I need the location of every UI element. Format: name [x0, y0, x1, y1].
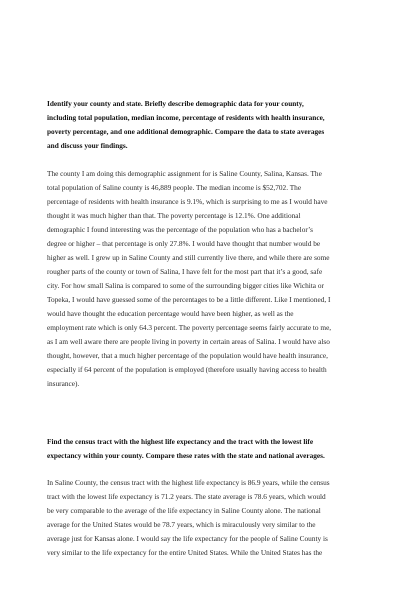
text-line: demographic I found interesting was the percentage of the population who has a bachelor’s [47, 225, 313, 234]
text-line: city. For how small Salina is compared to some of the surrounding bigger cities like Wichita or [47, 281, 324, 290]
text-line: as I am well aware there are people living in poverty in certain areas of Salina. I would have also [47, 337, 330, 346]
text-line: percentage of residents with health insurance is 9.1%, which is surprising to me as I would have [47, 197, 328, 206]
text-line: higher as well. I grew up in Saline County and still currently live there, and while there are some [47, 253, 330, 262]
text-line: average for the United States would be 78.7 years, which is miraculously very similar to the [47, 520, 316, 529]
text-line: average just for Kansas alone. I would say the life expectancy for the people of Saline County is [47, 534, 328, 543]
text-line: tract with the lowest life expectancy is 71.2 years. The state average is 78.6 years, which would [47, 492, 326, 501]
text-line: and discuss your findings. [47, 141, 128, 150]
question-2-heading [47, 435, 365, 463]
text-line: employment rate which is only 64.3 percent. The poverty percentage seems fairly accurate to me, [47, 323, 332, 332]
text-line: Topeka, I would have guessed some of the percentages to be a little different. Like I mentioned, I [47, 295, 331, 304]
text-line: degree or higher – that percentage is only 27.8%. I would have thought that number would be [47, 239, 321, 248]
text-line: rougher parts of the county or town of Salina, I have felt for the most part that it’s a good, safe [47, 267, 323, 276]
text-line: thought, however, that a much higher percentage of the population would have health insurance, [47, 351, 328, 360]
text-line: expectancy within your county. Compare these rates with the state and national averages. [47, 451, 325, 460]
text-line: very similar to the life expectancy for the entire United States. While the United States has the [47, 548, 323, 557]
text-line: thought it was much higher than that. The poverty percentage is 12.1%. One additional [47, 211, 301, 220]
text-line: Identify your county and state. Briefly describe demographic data for your county, [47, 99, 304, 108]
text-line: In Saline County, the census tract with the highest life expectancy is 86.9 years, while the census [47, 478, 330, 487]
text-line: insurance). [47, 379, 80, 388]
text-line: including total population, median income, percentage of residents with health insurance, [47, 113, 325, 122]
text-line: total population of Saline county is 46,889 people. The median income is $52,702. The [47, 183, 302, 192]
text-line: The county I am doing this demographic assignment for is Saline County, Salina, Kansas. The [47, 169, 322, 178]
text-line: especially if 64 percent of the population is employed (therefore usually having access to health [47, 365, 327, 374]
text-line: poverty percentage, and one additional demographic. Compare the data to state averages [47, 127, 325, 136]
question-1-heading [47, 97, 365, 153]
answer-2-paragraph [47, 476, 365, 560]
text-line: would have thought the education percentage would have been higher, as well as the [47, 309, 294, 318]
answer-1-paragraph [47, 167, 365, 391]
text-line: Find the census tract with the highest life expectancy and the tract with the lowest life [47, 437, 314, 446]
text-line: be very comparable to the average of the life expectancy in Saline County alone. The national [47, 506, 321, 515]
